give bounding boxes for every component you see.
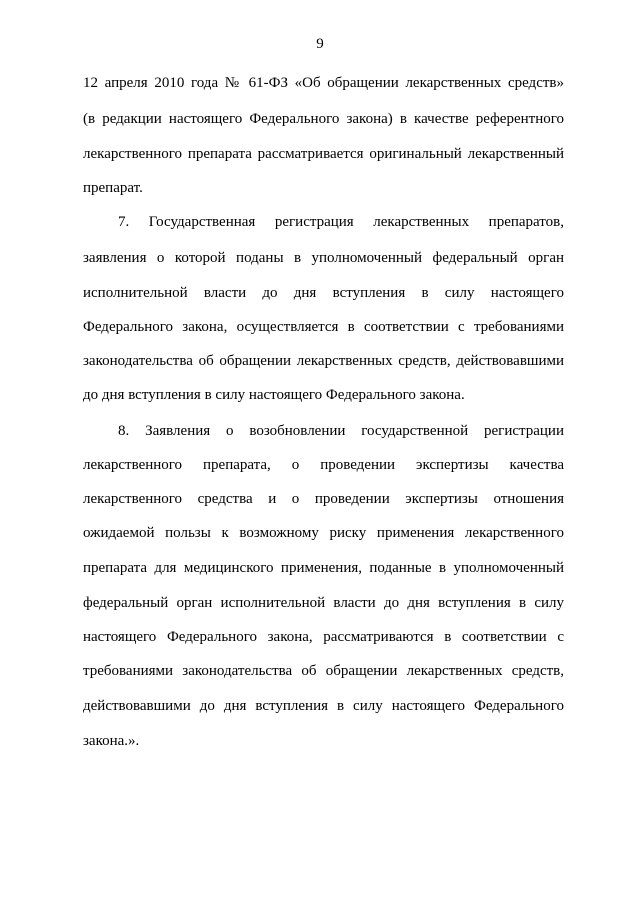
text-line: 12 апреля 2010 года № 61-ФЗ «Об обращении лекарственных средств» — [83, 75, 564, 91]
text-line: лекарственного средства и о проведении экспертизы отношения — [83, 491, 564, 507]
text-line: 8. Заявления о возобновлении государственной регистрации — [118, 423, 564, 439]
text-line: действовавшими до дня вступления в силу настоящего Федерального — [83, 698, 564, 714]
text-line: лекарственного препарата, о проведении экспертизы качества — [83, 457, 564, 473]
text-line: препарата для медицинского применения, поданные в уполномоченный — [83, 560, 564, 576]
text-line: препарат. — [83, 180, 143, 196]
page-number: 9 — [316, 36, 324, 52]
text-line: до дня вступления в силу настоящего Федерального закона. — [83, 387, 465, 403]
text-line: настоящего Федерального закона, рассматриваются в соответствии с — [83, 629, 564, 645]
text-line: заявления о которой поданы в уполномоченный федеральный орган — [83, 250, 564, 266]
text-line: (в редакции настоящего Федерального закона) в качестве референтного — [83, 111, 564, 127]
text-line: требованиями законодательства об обращении лекарственных средств, — [83, 663, 564, 679]
text-line: Федерального закона, осуществляется в соответствии с требованиями — [83, 319, 564, 335]
text-line: законодательства об обращении лекарственных средств, действовавшими — [83, 353, 564, 369]
text-line: федеральный орган исполнительной власти до дня вступления в силу — [83, 595, 564, 611]
text-line: закона.». — [83, 733, 140, 749]
text-line: ожидаемой пользы к возможному риску применения лекарственного — [83, 525, 564, 541]
text-line: 7. Государственная регистрация лекарственных препаратов, — [118, 214, 564, 230]
text-line: лекарственного препарата рассматривается оригинальный лекарственный — [83, 146, 564, 162]
text-line: исполнительной власти до дня вступления в силу настоящего — [83, 285, 564, 301]
